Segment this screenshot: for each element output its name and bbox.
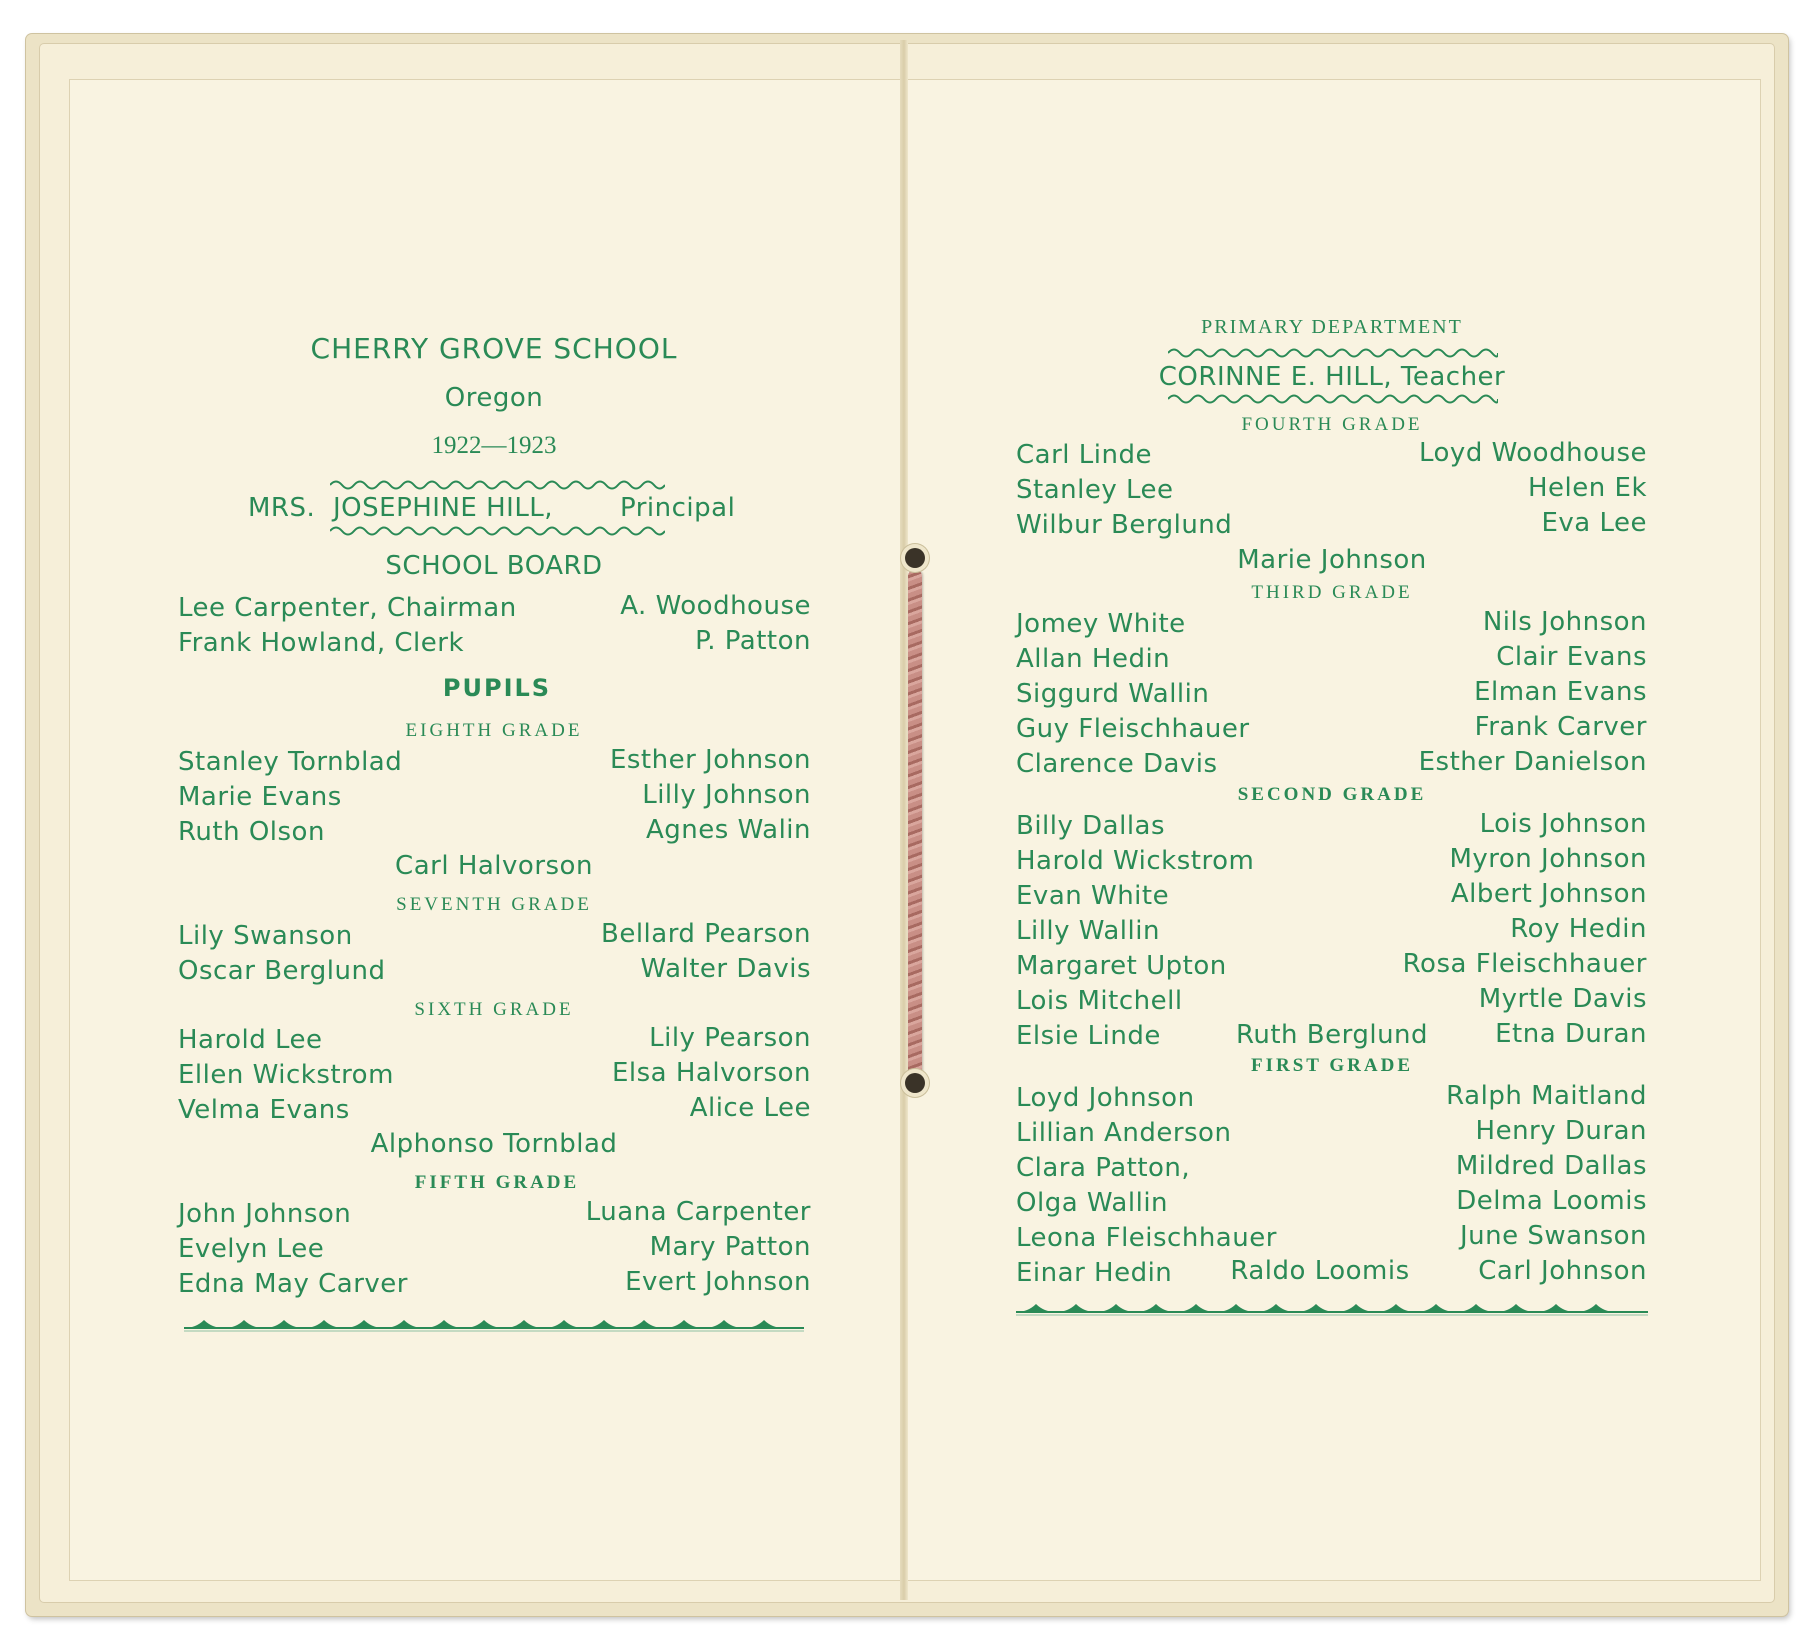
principal-prefix: MRS. bbox=[248, 493, 316, 523]
binding-cord bbox=[908, 570, 922, 1080]
pupil-name: Clair Evans bbox=[1496, 642, 1647, 672]
grade-heading: FOURTH GRADE bbox=[1241, 414, 1423, 435]
pupil-name: Marie Evans bbox=[178, 782, 342, 812]
pupil-name: Guy Fleischhauer bbox=[1016, 714, 1250, 744]
pupil-name: Marie Johnson bbox=[1237, 545, 1427, 575]
pupil-name: Myrtle Davis bbox=[1478, 984, 1647, 1014]
pupil-name: Ellen Wickstrom bbox=[178, 1060, 394, 1090]
principal-top-ornament bbox=[330, 478, 665, 492]
pupil-name: June Swanson bbox=[1460, 1221, 1647, 1251]
board-member: Lee Carpenter, Chairman bbox=[178, 593, 517, 623]
teacher-bottom-ornament bbox=[1168, 392, 1498, 406]
pupil-name: Helen Ek bbox=[1528, 473, 1647, 503]
pupil-name: Lily Pearson bbox=[649, 1023, 811, 1053]
pupil-name: Elsie Linde bbox=[1016, 1021, 1161, 1051]
pupil-name: Luana Carpenter bbox=[585, 1197, 811, 1227]
pupil-name: Albert Johnson bbox=[1450, 879, 1647, 909]
teacher-top-ornament bbox=[1168, 346, 1498, 360]
pupil-name: Agnes Walin bbox=[646, 815, 811, 845]
pupil-name: Clarence Davis bbox=[1016, 749, 1218, 779]
grade-heading: SECOND GRADE bbox=[1237, 784, 1427, 805]
board-member: P. Patton bbox=[695, 626, 811, 656]
pupil-name: Ralph Maitland bbox=[1446, 1081, 1647, 1111]
center-fold bbox=[900, 40, 908, 1600]
pupil-name: Etna Duran bbox=[1495, 1019, 1647, 1049]
principal-role: Principal bbox=[620, 493, 736, 523]
pupil-name: Esther Danielson bbox=[1418, 747, 1647, 777]
pupil-name: Roy Hedin bbox=[1510, 914, 1647, 944]
pupil-name: Billy Dallas bbox=[1016, 811, 1166, 841]
pupil-name: Raldo Loomis bbox=[1230, 1256, 1410, 1286]
binding-hole-top bbox=[905, 548, 925, 568]
grade-heading: SEVENTH GRADE bbox=[396, 894, 592, 915]
pupil-name: Harold Wickstrom bbox=[1016, 846, 1255, 876]
pupil-name: Oscar Berglund bbox=[178, 956, 386, 986]
pupil-name: Lily Swanson bbox=[178, 921, 353, 951]
school-name: CHERRY GROVE SCHOOL bbox=[310, 332, 678, 365]
pupil-name: Esther Johnson bbox=[609, 745, 811, 775]
pupil-name: Rosa Fleischhauer bbox=[1402, 949, 1647, 979]
pupil-name: Stanley Tornblad bbox=[178, 747, 403, 777]
grade-heading: FIFTH GRADE bbox=[414, 1172, 580, 1193]
pupil-name: Evert Johnson bbox=[625, 1267, 811, 1297]
pupil-name: Olga Wallin bbox=[1016, 1188, 1169, 1218]
principal-name: JOSEPHINE HILL, bbox=[333, 493, 554, 523]
board-member: A. Woodhouse bbox=[620, 591, 811, 621]
pupil-name: Elsa Halvorson bbox=[611, 1058, 811, 1088]
pupil-name: Lois Johnson bbox=[1479, 809, 1647, 839]
pupil-name: Margaret Upton bbox=[1016, 951, 1227, 981]
pupil-name: Carl Linde bbox=[1016, 440, 1152, 470]
pupil-name: Jomey White bbox=[1016, 609, 1186, 639]
pupil-name: Wilbur Berglund bbox=[1016, 510, 1233, 540]
pupil-name: Carl Johnson bbox=[1478, 1256, 1647, 1286]
teacher-name: CORINNE E. HILL, Teacher bbox=[1158, 362, 1506, 392]
pupil-name: John Johnson bbox=[178, 1199, 352, 1229]
pupil-name: Lois Mitchell bbox=[1016, 986, 1183, 1016]
pupil-name: Eva Lee bbox=[1541, 508, 1647, 538]
pupil-name: Nils Johnson bbox=[1482, 607, 1647, 637]
pupils-heading: PUPILS bbox=[442, 674, 552, 702]
pupil-name: Elman Evans bbox=[1474, 677, 1647, 707]
grade-heading: FIRST GRADE bbox=[1251, 1055, 1413, 1076]
pupil-name: Stanley Lee bbox=[1016, 475, 1174, 505]
pupil-name: Alice Lee bbox=[689, 1093, 811, 1123]
pupil-name: Walter Davis bbox=[640, 954, 811, 984]
pupil-name: Clara Patton, bbox=[1016, 1153, 1191, 1183]
pupil-name: Evelyn Lee bbox=[178, 1234, 325, 1264]
department-heading: PRIMARY DEPARTMENT bbox=[1201, 316, 1463, 338]
board-member: Frank Howland, Clerk bbox=[178, 628, 464, 658]
pupil-name: Loyd Johnson bbox=[1016, 1083, 1195, 1113]
pupil-name: Mary Patton bbox=[649, 1232, 811, 1262]
pupil-name: Velma Evans bbox=[178, 1095, 350, 1125]
pupil-name: Ruth Berglund bbox=[1235, 1020, 1429, 1050]
left-bottom-ornament bbox=[184, 1312, 804, 1332]
pupil-name: Henry Duran bbox=[1475, 1116, 1647, 1146]
pupil-name: Lilly Wallin bbox=[1016, 916, 1160, 946]
school-years: 1922—1923 bbox=[431, 432, 557, 459]
pupil-name: Harold Lee bbox=[178, 1025, 323, 1055]
school-state: Oregon bbox=[444, 383, 544, 413]
right-bottom-ornament bbox=[1016, 1296, 1648, 1316]
pupil-name: Einar Hedin bbox=[1016, 1258, 1173, 1288]
pupil-name: Lillian Anderson bbox=[1016, 1118, 1232, 1148]
pupil-name: Edna May Carver bbox=[178, 1269, 408, 1299]
binding-hole-bottom bbox=[905, 1073, 925, 1093]
pupil-name: Bellard Pearson bbox=[600, 919, 811, 949]
pupil-name: Leona Fleischhauer bbox=[1016, 1223, 1277, 1253]
pupil-name: Frank Carver bbox=[1474, 712, 1647, 742]
grade-heading: EIGHTH GRADE bbox=[405, 720, 583, 741]
pupil-name: Siggurd Wallin bbox=[1016, 679, 1210, 709]
board-heading: SCHOOL BOARD bbox=[385, 551, 603, 581]
pupil-name: Loyd Woodhouse bbox=[1419, 438, 1647, 468]
pupil-name: Ruth Olson bbox=[178, 817, 325, 847]
pupil-name: Delma Loomis bbox=[1456, 1186, 1647, 1216]
pupil-name: Carl Halvorson bbox=[395, 851, 593, 881]
pupil-name: Evan White bbox=[1016, 881, 1170, 911]
pupil-name: Mildred Dallas bbox=[1455, 1151, 1647, 1181]
pupil-name: Alphonso Tornblad bbox=[370, 1129, 618, 1159]
pupil-name: Allan Hedin bbox=[1016, 644, 1171, 674]
grade-heading: SIXTH GRADE bbox=[414, 999, 574, 1020]
principal-bottom-ornament bbox=[330, 524, 665, 538]
pupil-name: Lilly Johnson bbox=[642, 780, 811, 810]
grade-heading: THIRD GRADE bbox=[1251, 582, 1413, 603]
pupil-name: Myron Johnson bbox=[1449, 844, 1647, 874]
